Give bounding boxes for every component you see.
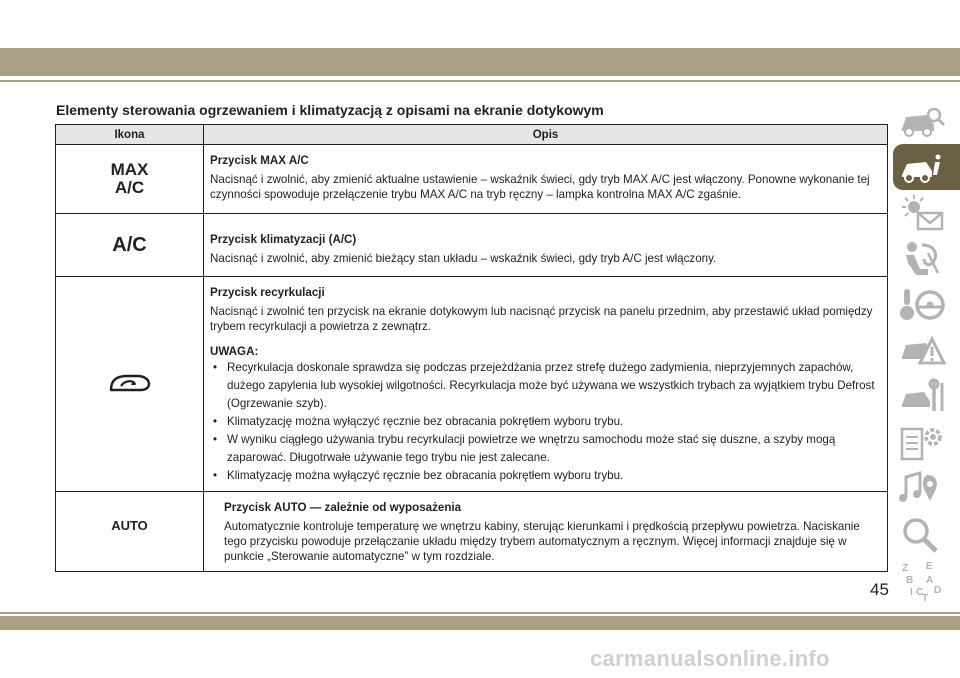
sidebar-tab-emergency[interactable] <box>893 328 960 374</box>
chapter-sidebar <box>893 98 960 604</box>
recirculation-icon-cell <box>56 277 204 492</box>
row-heading: Przycisk MAX A/C <box>210 154 309 167</box>
sidebar-tab-technical[interactable] <box>893 420 960 466</box>
svg-text:I: I <box>910 587 913 598</box>
magnifier-icon <box>898 515 948 555</box>
note-bullet: • Klimatyzację można wyłączyć ręcznie bez obracania pokrętłem wyboru trybu. <box>210 413 881 431</box>
watermark: carmanualsonline.info <box>590 646 830 671</box>
svg-text:B: B <box>906 575 914 586</box>
document-gear-icon <box>898 423 948 463</box>
svg-text:D: D <box>934 585 942 596</box>
row-text: Nacisnąć i zwolnić, aby zmienić bieżący stan układu – wskaźnik świeci, gdy tryb A/C jest włączony. <box>210 252 717 265</box>
sidebar-tab-index-search[interactable] <box>893 512 960 558</box>
steering-wheel-key-icon <box>898 285 948 325</box>
note-bullet: • Klimatyzację można wyłączyć ręcznie bez obracania pokrętłem wyboru trybu. <box>210 467 881 485</box>
page-title: Elementy sterowania ogrzewaniem i klimatyzacją z opisami na ekranie dotykowym <box>56 102 604 118</box>
row-heading: Przycisk recyrkulacji <box>210 286 325 299</box>
svg-text:Z: Z <box>902 563 909 574</box>
column-header-description: Opis <box>204 125 888 145</box>
note-bullet: • Recyrkulacja doskonale sprawdza się podczas przejeżdżania przez strefę dużego zadymienia, nieprzyjemnych zapachów, dużego zapylenia lub wysokiej wilgotności. Recyrkulacja może być używana we wszystkich trybach za wyjątkiem trybu Defrost (Ogrzewanie szyb). <box>210 359 881 413</box>
car-info-icon <box>898 147 948 187</box>
controls-table <box>55 124 888 572</box>
seat-airbag-icon <box>898 239 948 279</box>
alphabet-index-icon <box>898 559 948 603</box>
row-text: Nacisnąć i zwolnić ten przycisk na ekranie dotykowym lub nacisnąć przycisk na panelu przednim, aby przestawić układ pomiędzy trybem recyrkulacji a powietrza z zewnątrz. <box>210 305 873 333</box>
bottom-decorative-band <box>0 616 960 630</box>
table-row-max-ac <box>56 145 888 214</box>
sidebar-tab-multimedia[interactable] <box>893 466 960 512</box>
auto-description <box>204 492 888 572</box>
auto-icon-label: AUTO <box>111 518 148 533</box>
sidebar-tab-alphabetical-index[interactable] <box>893 558 960 604</box>
car-search-icon <box>898 101 948 141</box>
svg-text:T: T <box>922 593 929 603</box>
recirculation-description <box>204 277 888 492</box>
ac-icon-label: A/C <box>112 233 147 256</box>
max-ac-icon-line1: MAX <box>110 160 149 179</box>
ac-description <box>204 214 888 277</box>
auto-icon <box>56 492 204 572</box>
sidebar-tab-warning-lights[interactable] <box>893 190 960 236</box>
sidebar-tab-safety[interactable] <box>893 236 960 282</box>
row-heading: Przycisk AUTO — zależnie od wyposażenia <box>224 501 462 514</box>
car-warning-triangle-icon <box>898 331 948 371</box>
note-bullet-list <box>210 359 881 485</box>
max-ac-description <box>204 145 888 214</box>
row-text: Nacisnąć i zwolnić, aby zmienić aktualne ustawienie – wskaźnik świeci, gdy tryb MAX A/C jest włączony. Ponowne wykonanie tej czynności spowoduje przełączenie trybu MAX A/C na tryb ręczny – lampka kontrolna MAX A/C zgaśnie. <box>210 173 870 201</box>
ac-icon <box>56 214 204 277</box>
row-text: Automatycznie kontroluje temperaturę we wnętrzu kabiny, sterując kierunkami i prędkością przepływu powietrza. Naciskanie tego przycisku powoduje przełączanie układu między trybem automatycznym a ręcznym. Więcej informacji znajduje się w punkcie „Sterowanie automatyczne” w tym rozdziale. <box>224 520 860 563</box>
sidebar-tab-service[interactable] <box>893 374 960 420</box>
table-row-auto <box>56 492 888 572</box>
sidebar-tab-car-info[interactable] <box>893 144 960 190</box>
column-header-icon: Ikona <box>56 125 204 145</box>
sidebar-tab-car-search[interactable] <box>893 98 960 144</box>
row-heading: Przycisk klimatyzacji (A/C) <box>210 233 357 246</box>
sidebar-tab-starting[interactable] <box>893 282 960 328</box>
car-tools-icon <box>898 377 948 417</box>
top-rule <box>0 80 960 82</box>
top-decorative-band <box>0 48 960 76</box>
table-row-recirculation <box>56 277 888 492</box>
recirculation-icon <box>107 372 153 394</box>
note-label: UWAGA: <box>210 345 259 358</box>
warning-light-message-icon <box>898 193 948 233</box>
svg-text:C: C <box>916 587 924 598</box>
svg-text:A: A <box>926 575 934 586</box>
top-margin <box>0 0 960 48</box>
svg-text:E: E <box>926 561 933 572</box>
page-number: 45 <box>870 580 889 599</box>
max-ac-icon <box>56 145 204 214</box>
note-bullet: • W wyniku ciągłego używania trybu recyrkulacji powietrze we wnętrzu samochodu może stać się duszne, a szyby mogą zaparować. Długotrwałe używanie tego trybu nie jest zalecane. <box>210 431 881 467</box>
max-ac-icon-line2: A/C <box>114 178 145 197</box>
bottom-rule <box>0 612 960 614</box>
music-location-icon <box>898 469 948 509</box>
table-row-ac <box>56 214 888 277</box>
table-header-row <box>56 125 888 145</box>
